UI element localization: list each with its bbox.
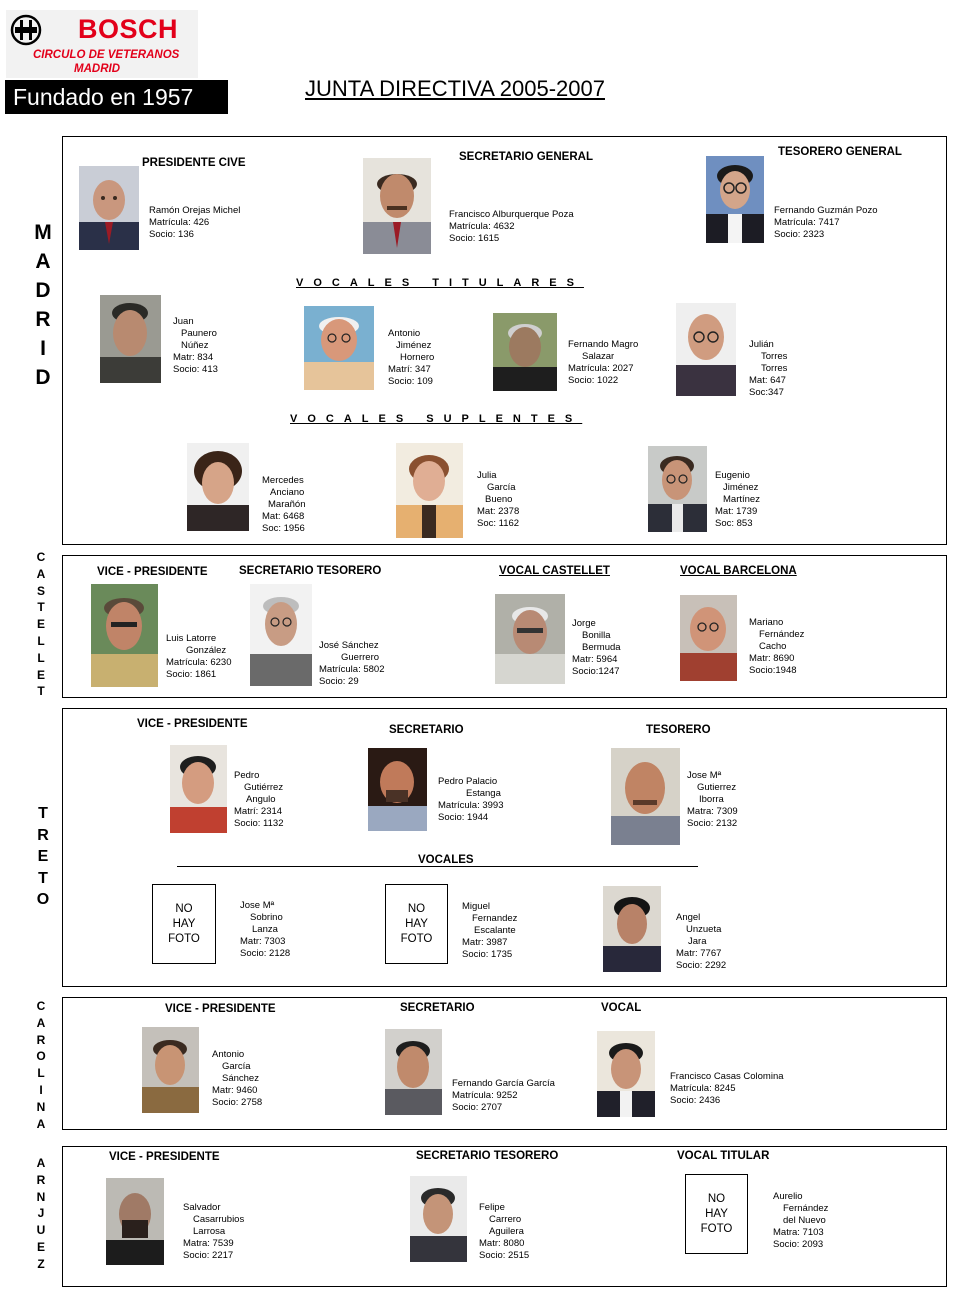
portrait-photo	[385, 1029, 442, 1115]
person-info-vocal-castellet: Jorge Bonilla Bermuda Matr: 5964 Socio:1247	[572, 618, 621, 677]
portrait-photo	[304, 306, 374, 390]
person-info-vocal-titular: Julián Torres Torres Mat: 647 Soc:347	[749, 339, 788, 398]
portrait-photo	[79, 166, 139, 250]
person-info-vocal-titular: Juan Paunero Núñez Matr: 834 Socio: 413	[173, 316, 218, 375]
portrait-photo	[680, 595, 737, 681]
portrait-photo	[648, 446, 707, 532]
person-info-vice-presidente: Luis Latorre González Matrícula: 6230 Socio: 1861	[166, 633, 232, 680]
person-info-secretario: Fernando García García Matrícula: 9252 Socio: 2707	[452, 1078, 555, 1113]
person-info-vice-presidente: Salvador Casarrubios Larrosa Matra: 7539 Socio: 2217	[183, 1202, 245, 1261]
person-info-vocal-suplente: Julia García Bueno Mat: 2378 Soc: 1162	[477, 470, 520, 529]
role-vocal-titular: VOCAL TITULAR	[677, 1150, 770, 1162]
portrait-photo	[100, 295, 161, 383]
portrait-photo	[396, 443, 463, 538]
portrait-photo	[363, 158, 431, 254]
person-info-vocal-suplente: Eugenio Jiménez Martínez Mat: 1739 Soc: 853	[715, 470, 760, 529]
logo-subtitle: CIRCULO DE VETERANOS	[33, 49, 180, 61]
portrait-photo	[495, 594, 565, 684]
person-info-vice-presidente: Pedro Gutiérrez Angulo Matrí: 2314 Socio: 1132	[234, 770, 284, 829]
role-vice-presidente: VICE - PRESIDENTE	[97, 566, 208, 578]
portrait-photo	[410, 1176, 467, 1262]
role-vice-presidente: VICE - PRESIDENTE	[165, 1003, 276, 1015]
portrait-photo	[611, 748, 680, 845]
person-info-vocal: Jose Mª Sobrino Lanza Matr: 7303 Socio: 2128	[240, 900, 291, 959]
section-label-madrid: M A D R I D	[34, 221, 52, 389]
section-label-aranjuez: A R N J U E Z	[36, 1156, 46, 1271]
role-vocales: VOCALES	[418, 854, 474, 866]
role-vice-presidente: VICE - PRESIDENTE	[137, 718, 248, 730]
role-tesorero-general: TESORERO GENERAL	[778, 146, 902, 158]
person-info-secretario-tesorero: José Sánchez Guerrero Matrícula: 5802 Socio: 29	[319, 640, 385, 687]
role-vocal-castellet: VOCAL CASTELLET	[499, 565, 610, 577]
person-info-secretario: Pedro Palacio Estanga Matrícula: 3993 Socio: 1944	[438, 776, 504, 823]
role-vice-presidente: VICE - PRESIDENTE	[109, 1151, 220, 1163]
role-vocal: VOCAL	[601, 1002, 642, 1014]
person-info-vocal-titular: Antonio Jiménez Hornero Matrí: 347 Socio: 109	[388, 328, 435, 387]
person-info-vocal-titular: Aurelio Fernández del Nuevo Matra: 7103 Socio: 2093	[773, 1191, 829, 1250]
portrait-photo	[187, 443, 249, 531]
portrait-photo	[368, 748, 427, 831]
person-info-vice-presidente: Antonio García Sánchez Matr: 9460 Socio: 2758	[212, 1049, 263, 1108]
section-label-carolina: C A R O L I N A	[36, 999, 46, 1131]
divider	[177, 866, 698, 867]
role-secretario-general: SECRETARIO GENERAL	[459, 151, 593, 163]
section-label-castellet: C A S T E L L E T	[36, 550, 46, 699]
role-secretario: SECRETARIO	[400, 1002, 475, 1014]
logo-brand: BOSCH	[78, 14, 179, 44]
logo-subtitle-city: MADRID	[74, 63, 120, 75]
subheading-vocales-suplentes: VOCALES SUPLENTES	[290, 413, 583, 425]
person-info-secretario-tesorero: Felipe Carrero Aguilera Matr: 8080 Socio: 2515	[479, 1202, 530, 1261]
person-info-vocal-suplente: Mercedes Anciano Marañón Mat: 6468 Soc: 1956	[262, 475, 306, 534]
bosch-armature-icon	[10, 14, 42, 46]
section-label-treto: T R E T O	[36, 805, 50, 908]
person-info-vocal-titular: Fernando Magro Salazar Matrícula: 2027 Socio: 1022	[568, 339, 639, 386]
no-photo-placeholder: NO HAY FOTO	[152, 884, 216, 964]
person-info-vocal-barcelona: Mariano Fernández Cacho Matr: 8690 Socio:1948	[749, 617, 805, 676]
portrait-photo	[603, 886, 661, 972]
portrait-photo	[597, 1031, 655, 1117]
portrait-photo	[91, 584, 158, 687]
role-tesorero: TESORERO	[646, 724, 711, 736]
person-info-presidente: Ramón Orejas Michel Matrícula: 426 Socio: 136	[149, 205, 241, 240]
portrait-photo	[676, 303, 736, 396]
portrait-photo	[250, 584, 312, 686]
portrait-photo	[493, 313, 557, 391]
portrait-photo	[706, 156, 764, 243]
subheading-vocales-titulares: VOCALES TITULARES	[296, 277, 584, 289]
page-title: JUNTA DIRECTIVA 2005-2007	[305, 76, 605, 101]
no-photo-placeholder: NO HAY FOTO	[385, 884, 448, 964]
person-info-vocal: Francisco Casas Colomina Matrícula: 8245 Socio: 2436	[670, 1071, 784, 1106]
person-info-secretario: Francisco Alburquerque Poza Matrícula: 4632 Socio: 1615	[449, 209, 574, 244]
role-secretario: SECRETARIO	[389, 724, 464, 736]
founded-banner: Fundado en 1957	[5, 80, 228, 114]
no-photo-placeholder: NO HAY FOTO	[685, 1174, 748, 1254]
person-info-tesorero: Jose Mª Gutierrez Iborra Matra: 7309 Socio: 2132	[687, 770, 738, 829]
role-secretario-tesorero: SECRETARIO TESORERO	[239, 565, 382, 577]
person-info-tesorero: Fernando Guzmán Pozo Matrícula: 7417 Socio: 2323	[774, 205, 878, 240]
person-info-vocal: Miguel Fernandez Escalante Matr: 3987 Socio: 1735	[462, 901, 518, 960]
role-secretario-tesorero: SECRETARIO TESORERO	[416, 1150, 559, 1162]
person-info-vocal: Angel Unzueta Jara Matr: 7767 Socio: 2292	[676, 912, 727, 971]
role-presidente: PRESIDENTE CIVE	[142, 157, 246, 169]
portrait-photo	[170, 745, 227, 833]
role-vocal-barcelona: VOCAL BARCELONA	[680, 565, 797, 577]
portrait-photo	[142, 1027, 199, 1113]
portrait-photo	[106, 1178, 164, 1265]
